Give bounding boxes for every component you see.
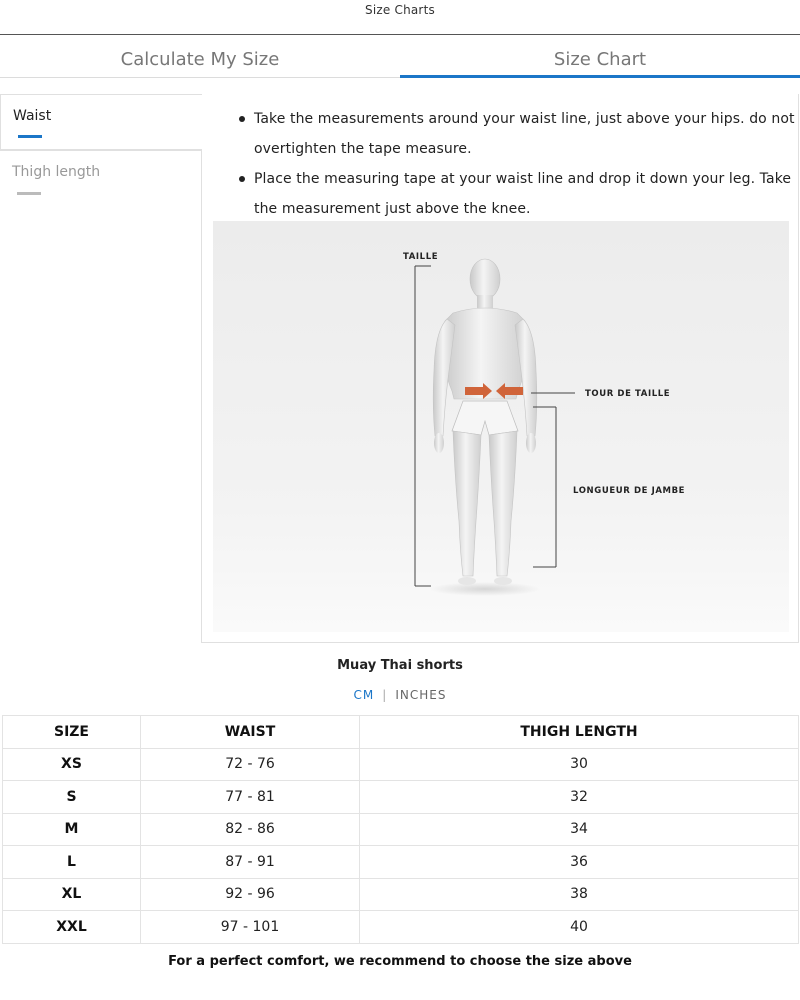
thigh-cell: 38: [360, 878, 799, 911]
modal-header: [0, 0, 800, 35]
thigh-cell: 36: [360, 846, 799, 879]
table-header-row: [3, 716, 799, 749]
measurement-illustration: [213, 221, 789, 632]
measurement-instructions: [236, 104, 796, 224]
active-indicator: [18, 135, 42, 138]
waist-cell: 82 - 86: [141, 813, 360, 846]
waist-cell: 97 - 101: [141, 911, 360, 944]
instruction-waist: Take the measurements around your waist line, just above your hips. do not overtighten the tape measure.: [236, 104, 796, 164]
sidebar-item-thigh-length[interactable]: [0, 150, 202, 206]
size-cell: L: [3, 846, 141, 879]
inactive-indicator: [17, 192, 41, 195]
size-cell: XL: [3, 878, 141, 911]
size-cell: XXL: [3, 911, 141, 944]
thigh-cell: 32: [360, 781, 799, 814]
table-row: [3, 846, 799, 879]
label-height: TAILLE: [403, 252, 439, 262]
waist-cell: 87 - 91: [141, 846, 360, 879]
table-row: [3, 781, 799, 814]
header-size: SIZE: [3, 716, 141, 749]
table-row: [3, 813, 799, 846]
instruction-leg: Place the measuring tape at your waist line and drop it down your leg. Take the measurement just above the knee.: [236, 164, 796, 224]
unit-switcher: [0, 688, 800, 702]
measurement-sidebar: [0, 94, 202, 206]
thigh-cell: 34: [360, 813, 799, 846]
sidebar-item-label: Waist: [13, 108, 52, 124]
header-thigh-length: THIGH LENGTH: [360, 716, 799, 749]
waist-cell: 92 - 96: [141, 878, 360, 911]
size-cell: XS: [3, 748, 141, 781]
label-waist-circumference: TOUR DE TAILLE: [585, 389, 671, 399]
unit-cm-button[interactable]: CM: [353, 688, 375, 702]
sidebar-item-label: Thigh length: [12, 164, 101, 180]
label-leg-length: LONGUEUR DE JAMBE: [573, 486, 686, 496]
unit-inches-button[interactable]: INCHES: [395, 688, 447, 702]
mannequin-figure: [213, 221, 789, 632]
size-table: [2, 715, 799, 944]
tab-size-chart[interactable]: Size Chart: [400, 36, 800, 78]
modal-title: Size Charts: [365, 3, 435, 17]
tab-bar: [0, 36, 800, 78]
thigh-cell: 40: [360, 911, 799, 944]
table-row: [3, 878, 799, 911]
sidebar-item-waist[interactable]: [0, 94, 202, 150]
size-cell: S: [3, 781, 141, 814]
table-row: [3, 911, 799, 944]
table-row: [3, 748, 799, 781]
size-recommendation-note: For a perfect comfort, we recommend to choose the size above: [168, 954, 632, 969]
unit-separator: |: [382, 688, 388, 702]
chart-title: Muay Thai shorts: [337, 658, 463, 673]
waist-cell: 72 - 76: [141, 748, 360, 781]
thigh-cell: 30: [360, 748, 799, 781]
tab-calculate-my-size[interactable]: Calculate My Size: [0, 36, 400, 78]
waist-cell: 77 - 81: [141, 781, 360, 814]
header-waist: WAIST: [141, 716, 360, 749]
size-cell: M: [3, 813, 141, 846]
